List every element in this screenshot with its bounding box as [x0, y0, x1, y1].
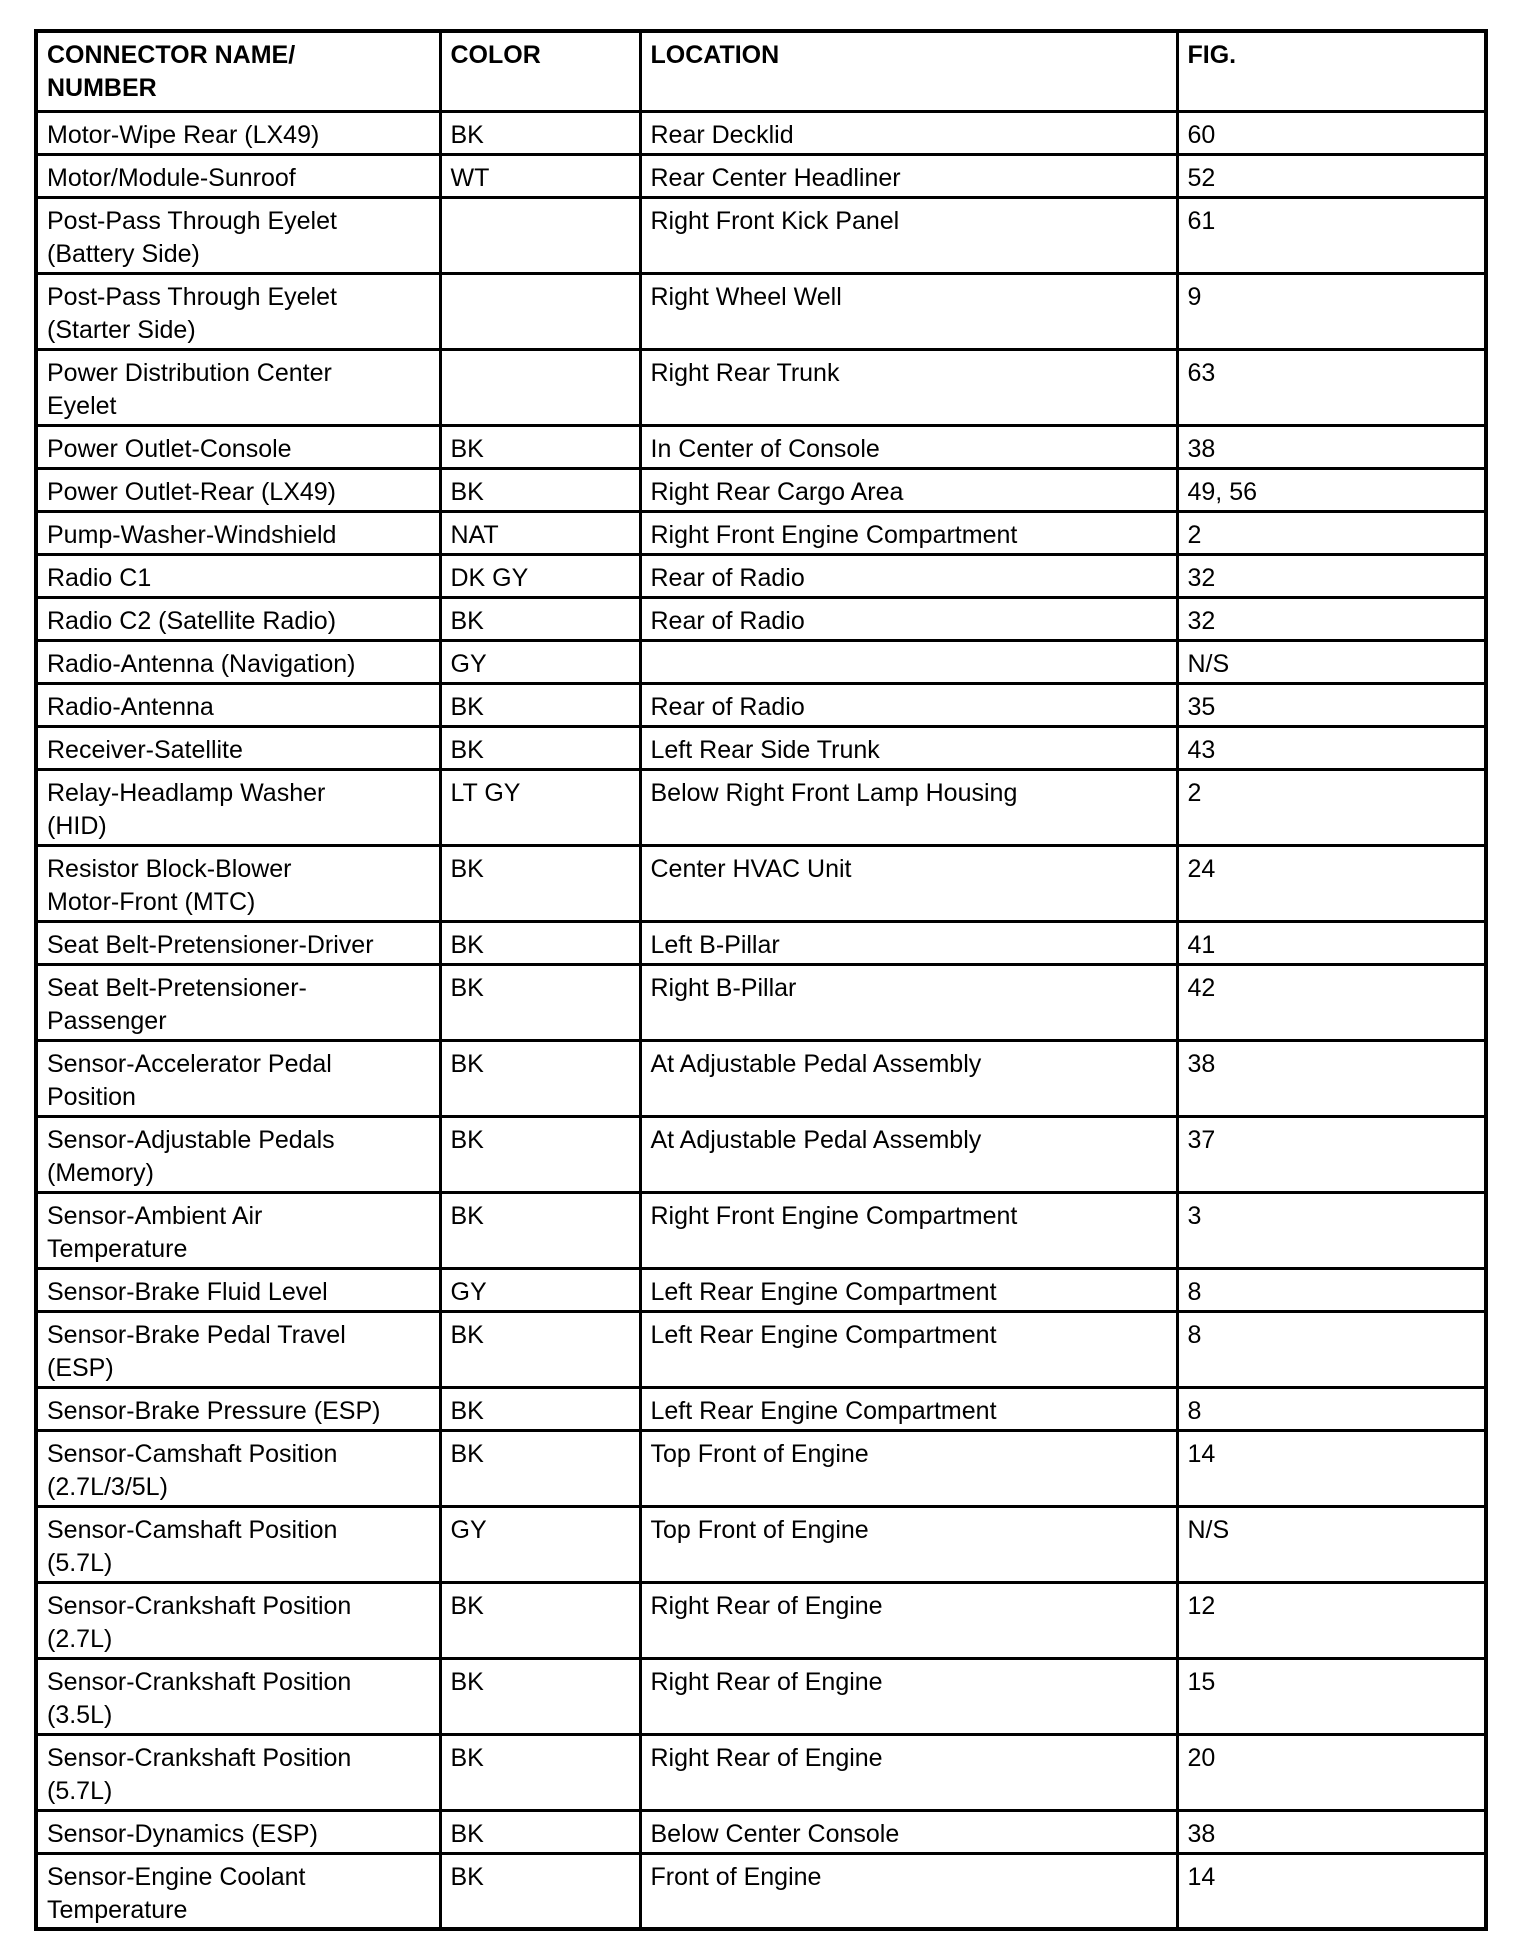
location-cell: Right Rear of Engine: [640, 1734, 1177, 1810]
color-cell: BK: [440, 683, 640, 726]
connector-name-cell: Sensor-Dynamics (ESP): [36, 1810, 440, 1853]
table-row: [36, 1116, 1486, 1192]
fig-cell: 38: [1177, 1040, 1486, 1116]
fig-cell: 8: [1177, 1387, 1486, 1430]
color-cell: DK GY: [440, 554, 640, 597]
color-cell: GY: [440, 640, 640, 683]
color-cell: BK: [440, 1311, 640, 1387]
location-cell: At Adjustable Pedal Assembly: [640, 1040, 1177, 1116]
table-row: [36, 726, 1486, 769]
connector-name-cell: Seat Belt-Pretensioner-Driver: [36, 921, 440, 964]
fig-cell: 14: [1177, 1853, 1486, 1929]
fig-cell: 63: [1177, 349, 1486, 425]
connector-name-cell: Post-Pass Through Eyelet (Starter Side): [36, 273, 440, 349]
table-row: [36, 845, 1486, 921]
table-row: [36, 425, 1486, 468]
table-row: [36, 640, 1486, 683]
location-cell: Right Front Engine Compartment: [640, 1192, 1177, 1268]
fig-cell: 38: [1177, 425, 1486, 468]
location-cell: Right Rear Trunk: [640, 349, 1177, 425]
connector-name-cell: Sensor-Accelerator Pedal Position: [36, 1040, 440, 1116]
location-cell: Right Wheel Well: [640, 273, 1177, 349]
connector-table: [34, 29, 1488, 1931]
fig-cell: 3: [1177, 1192, 1486, 1268]
connector-name-cell: Motor/Module-Sunroof: [36, 154, 440, 197]
color-cell: BK: [440, 1734, 640, 1810]
connector-name-cell: Radio-Antenna: [36, 683, 440, 726]
color-cell: [440, 349, 640, 425]
location-cell: Right Rear of Engine: [640, 1582, 1177, 1658]
table-row: [36, 1040, 1486, 1116]
fig-cell: 2: [1177, 769, 1486, 845]
connector-name-cell: Sensor-Crankshaft Position (3.5L): [36, 1658, 440, 1734]
fig-cell: 35: [1177, 683, 1486, 726]
table-row: [36, 1192, 1486, 1268]
table-row: [36, 1311, 1486, 1387]
header-color: COLOR: [440, 31, 640, 111]
location-cell: Below Right Front Lamp Housing: [640, 769, 1177, 845]
connector-name-cell: Sensor-Adjustable Pedals (Memory): [36, 1116, 440, 1192]
connector-name-cell: Relay-Headlamp Washer (HID): [36, 769, 440, 845]
table-row: [36, 683, 1486, 726]
color-cell: BK: [440, 1040, 640, 1116]
location-cell: Left Rear Engine Compartment: [640, 1387, 1177, 1430]
color-cell: [440, 197, 640, 273]
fig-cell: N/S: [1177, 1506, 1486, 1582]
fig-cell: 9: [1177, 273, 1486, 349]
color-cell: BK: [440, 726, 640, 769]
fig-cell: 2: [1177, 511, 1486, 554]
location-cell: Rear of Radio: [640, 554, 1177, 597]
table-row: [36, 1582, 1486, 1658]
table-row: [36, 554, 1486, 597]
fig-cell: 20: [1177, 1734, 1486, 1810]
connector-name-cell: Sensor-Ambient Air Temperature: [36, 1192, 440, 1268]
fig-cell: 52: [1177, 154, 1486, 197]
location-cell: Right Rear Cargo Area: [640, 468, 1177, 511]
table-row: [36, 154, 1486, 197]
color-cell: BK: [440, 1853, 640, 1929]
fig-cell: 14: [1177, 1430, 1486, 1506]
color-cell: NAT: [440, 511, 640, 554]
connector-name-cell: Sensor-Crankshaft Position (5.7L): [36, 1734, 440, 1810]
connector-name-cell: Resistor Block-Blower Motor-Front (MTC): [36, 845, 440, 921]
location-cell: Rear Decklid: [640, 111, 1177, 154]
color-cell: BK: [440, 1192, 640, 1268]
connector-name-cell: Pump-Washer-Windshield: [36, 511, 440, 554]
table-row: [36, 1506, 1486, 1582]
table-row: [36, 1658, 1486, 1734]
table-row: [36, 1387, 1486, 1430]
fig-cell: N/S: [1177, 640, 1486, 683]
table-row: [36, 964, 1486, 1040]
table-row: [36, 111, 1486, 154]
fig-cell: 37: [1177, 1116, 1486, 1192]
connector-name-cell: Sensor-Crankshaft Position (2.7L): [36, 1582, 440, 1658]
header-row: [36, 31, 1486, 111]
table-row: [36, 1734, 1486, 1810]
fig-cell: 49, 56: [1177, 468, 1486, 511]
color-cell: BK: [440, 468, 640, 511]
fig-cell: 38: [1177, 1810, 1486, 1853]
connector-name-cell: Post-Pass Through Eyelet (Battery Side): [36, 197, 440, 273]
table-row: [36, 1268, 1486, 1311]
table-row: [36, 769, 1486, 845]
color-cell: BK: [440, 1582, 640, 1658]
color-cell: BK: [440, 1810, 640, 1853]
fig-cell: 32: [1177, 554, 1486, 597]
fig-cell: 12: [1177, 1582, 1486, 1658]
table-row: [36, 197, 1486, 273]
fig-cell: 43: [1177, 726, 1486, 769]
header-connector-name: CONNECTOR NAME/ NUMBER: [36, 31, 440, 111]
location-cell: Left B-Pillar: [640, 921, 1177, 964]
location-cell: Right B-Pillar: [640, 964, 1177, 1040]
color-cell: BK: [440, 1387, 640, 1430]
header-fig: FIG.: [1177, 31, 1486, 111]
color-cell: BK: [440, 597, 640, 640]
location-cell: Right Front Engine Compartment: [640, 511, 1177, 554]
table-row: [36, 1430, 1486, 1506]
fig-cell: 61: [1177, 197, 1486, 273]
location-cell: Left Rear Engine Compartment: [640, 1268, 1177, 1311]
fig-cell: 15: [1177, 1658, 1486, 1734]
connector-name-cell: Sensor-Brake Fluid Level: [36, 1268, 440, 1311]
location-cell: Top Front of Engine: [640, 1430, 1177, 1506]
location-cell: Front of Engine: [640, 1853, 1177, 1929]
color-cell: GY: [440, 1506, 640, 1582]
connector-name-cell: Radio C2 (Satellite Radio): [36, 597, 440, 640]
header-location: LOCATION: [640, 31, 1177, 111]
color-cell: BK: [440, 425, 640, 468]
location-cell: Rear of Radio: [640, 683, 1177, 726]
connector-name-cell: Sensor-Camshaft Position (2.7L/3/5L): [36, 1430, 440, 1506]
table-row: [36, 511, 1486, 554]
connector-name-cell: Radio C1: [36, 554, 440, 597]
color-cell: BK: [440, 921, 640, 964]
table-row: [36, 1810, 1486, 1853]
location-cell: [640, 640, 1177, 683]
connector-name-cell: Sensor-Camshaft Position (5.7L): [36, 1506, 440, 1582]
connector-name-cell: Receiver-Satellite: [36, 726, 440, 769]
color-cell: BK: [440, 845, 640, 921]
location-cell: Right Front Kick Panel: [640, 197, 1177, 273]
table-row: [36, 597, 1486, 640]
table-row: [36, 468, 1486, 511]
table-row: [36, 273, 1486, 349]
table-row: [36, 921, 1486, 964]
connector-name-cell: Sensor-Brake Pedal Travel (ESP): [36, 1311, 440, 1387]
color-cell: WT: [440, 154, 640, 197]
connector-name-cell: Sensor-Engine Coolant Temperature: [36, 1853, 440, 1929]
fig-cell: 24: [1177, 845, 1486, 921]
connector-name-cell: Power Outlet-Rear (LX49): [36, 468, 440, 511]
fig-cell: 8: [1177, 1268, 1486, 1311]
location-cell: Below Center Console: [640, 1810, 1177, 1853]
color-cell: [440, 273, 640, 349]
location-cell: Rear Center Headliner: [640, 154, 1177, 197]
location-cell: Center HVAC Unit: [640, 845, 1177, 921]
fig-cell: 42: [1177, 964, 1486, 1040]
connector-name-cell: Power Distribution Center Eyelet: [36, 349, 440, 425]
fig-cell: 41: [1177, 921, 1486, 964]
color-cell: LT GY: [440, 769, 640, 845]
table-row: [36, 1853, 1486, 1929]
color-cell: BK: [440, 111, 640, 154]
table-row: [36, 349, 1486, 425]
color-cell: BK: [440, 1658, 640, 1734]
color-cell: GY: [440, 1268, 640, 1311]
location-cell: Left Rear Side Trunk: [640, 726, 1177, 769]
color-cell: BK: [440, 964, 640, 1040]
connector-name-cell: Radio-Antenna (Navigation): [36, 640, 440, 683]
location-cell: Right Rear of Engine: [640, 1658, 1177, 1734]
location-cell: Top Front of Engine: [640, 1506, 1177, 1582]
connector-name-cell: Seat Belt-Pretensioner- Passenger: [36, 964, 440, 1040]
connector-name-cell: Motor-Wipe Rear (LX49): [36, 111, 440, 154]
fig-cell: 8: [1177, 1311, 1486, 1387]
connector-name-cell: Sensor-Brake Pressure (ESP): [36, 1387, 440, 1430]
connector-name-cell: Power Outlet-Console: [36, 425, 440, 468]
table-body: [36, 111, 1486, 1929]
location-cell: Rear of Radio: [640, 597, 1177, 640]
location-cell: At Adjustable Pedal Assembly: [640, 1116, 1177, 1192]
fig-cell: 60: [1177, 111, 1486, 154]
location-cell: In Center of Console: [640, 425, 1177, 468]
color-cell: BK: [440, 1116, 640, 1192]
fig-cell: 32: [1177, 597, 1486, 640]
color-cell: BK: [440, 1430, 640, 1506]
location-cell: Left Rear Engine Compartment: [640, 1311, 1177, 1387]
